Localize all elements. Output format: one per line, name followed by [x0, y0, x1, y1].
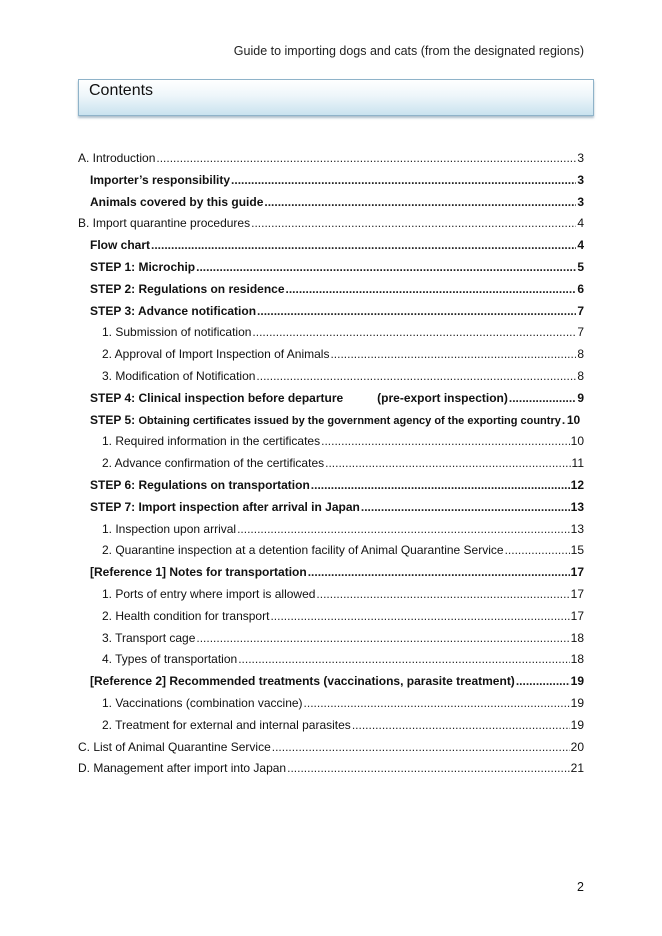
toc-leader-dots [196, 628, 569, 650]
toc-entry-label: 1. Submission of notification [102, 325, 252, 340]
toc-entry-page: 3 [577, 151, 584, 165]
toc-entry-label-main: STEP 4: Clinical inspection before departure [90, 390, 344, 405]
toc-entry-page: 9 [577, 390, 584, 405]
toc-entry-page: 3 [577, 194, 584, 209]
toc-entry-page: 17 [570, 608, 584, 623]
toc-leader-dots [321, 431, 570, 453]
toc-entry-types-of-transportation[interactable] [78, 649, 584, 671]
toc-leader-dots [270, 606, 569, 628]
toc-leader-dots [238, 649, 569, 671]
toc-entry-label: Flow chart [90, 238, 151, 253]
toc-entry-label: STEP 1: Microchip [90, 259, 196, 274]
toc-entry-animals-covered[interactable] [78, 192, 584, 214]
toc-entry-label: 2. Advance confirmation of the certificates [102, 456, 325, 471]
toc-entry-label: Importer’s responsibility [90, 172, 231, 187]
toc-leader-dots [151, 235, 576, 257]
toc-leader-dots [516, 671, 570, 693]
toc-entry-label: C. List of Animal Quarantine Service [78, 739, 271, 754]
toc-entry-label: [Reference 2] Recommended treatments (vaccinations, parasite treatment) [90, 674, 515, 689]
toc-leader-dots [361, 497, 570, 519]
toc-entry-label: A. Introduction [78, 151, 156, 165]
toc-entry-label: 1. Inspection upon arrival [102, 521, 237, 536]
toc-entry-page: 8 [577, 347, 584, 362]
toc-entry-page: 19 [570, 717, 584, 732]
toc-entry-approval-of-import-inspection[interactable] [78, 344, 584, 366]
toc-entry-page: 10 [566, 412, 581, 427]
toc-entry-label: Animals covered by this guide [90, 194, 264, 209]
toc-leader-dots [252, 322, 576, 344]
toc-entry-label: STEP 7: Import inspection after arrival in Japan [90, 499, 360, 514]
toc-entry-page: 15 [570, 543, 584, 558]
toc-entry-page: 13 [570, 521, 584, 536]
table-of-contents [78, 148, 584, 780]
toc-entry-label: STEP 3: Advance notification [90, 303, 257, 318]
toc-entry-step-5[interactable] [78, 410, 584, 432]
toc-entry-label: 1. Required information in the certificates [102, 434, 321, 449]
toc-entry-advance-confirmation[interactable] [78, 453, 584, 475]
toc-entry-page: 7 [577, 303, 584, 318]
toc-entry-quarantine-inspection[interactable] [78, 540, 584, 562]
toc-entry-page: 17 [570, 586, 584, 601]
toc-leader-dots [325, 453, 570, 475]
toc-entry-introduction[interactable] [78, 148, 584, 170]
toc-leader-dots [308, 562, 570, 584]
toc-entry-label: B. Import quarantine procedures [78, 216, 251, 231]
toc-entry-page: 13 [570, 499, 584, 514]
toc-entry-flow-chart[interactable] [78, 235, 584, 257]
toc-entry-vaccinations[interactable] [78, 693, 584, 715]
toc-entry-page: 19 [570, 674, 584, 689]
toc-leader-dots [330, 344, 576, 366]
toc-entry-page: 8 [577, 368, 584, 383]
toc-leader-dots [156, 148, 576, 170]
toc-entry-label [90, 410, 561, 433]
toc-leader-dots [304, 693, 570, 715]
toc-entry-step-4[interactable] [78, 388, 584, 410]
toc-entry-page: 3 [577, 172, 584, 187]
toc-entry-label: STEP 6: Regulations on transportation [90, 477, 310, 492]
toc-entry-page: 18 [570, 630, 584, 645]
toc-entry-label: D. Management after import into Japan [78, 761, 287, 776]
toc-leader-dots [251, 213, 576, 235]
toc-entry-required-information[interactable] [78, 431, 584, 453]
toc-entry-label: 3. Transport cage [102, 630, 196, 645]
toc-entry-modification-of-notification[interactable] [78, 366, 584, 388]
toc-entry-submission-of-notification[interactable] [78, 322, 584, 344]
toc-leader-dots [231, 170, 576, 192]
toc-entry-step-2[interactable] [78, 279, 584, 301]
toc-entry-label [90, 388, 508, 410]
toc-entry-health-condition[interactable] [78, 606, 584, 628]
toc-leader-dots [256, 366, 576, 388]
toc-entry-page: 17 [570, 565, 584, 580]
toc-leader-dots [264, 192, 576, 214]
toc-entry-page: 11 [571, 456, 584, 471]
toc-leader-dots [257, 301, 576, 323]
toc-leader-dots [286, 279, 577, 301]
toc-entry-page: 5 [577, 259, 584, 274]
toc-entry-page: 4 [577, 238, 584, 253]
contents-heading: Contents [89, 82, 154, 99]
toc-entry-label: 1. Vaccinations (combination vaccine) [102, 695, 303, 710]
toc-entry-page: 20 [570, 739, 584, 754]
document-header: Guide to importing dogs and cats (from the designated regions) [233, 44, 584, 58]
toc-leader-dots [352, 715, 570, 737]
toc-entry-management-after-import[interactable] [78, 758, 584, 780]
toc-entry-label: 2. Quarantine inspection at a detention facility of Animal Quarantine Service [102, 543, 504, 558]
toc-entry-page: 6 [577, 281, 584, 296]
toc-leader-dots [316, 584, 569, 606]
toc-entry-page: 10 [570, 434, 584, 449]
toc-entry-label: 4. Types of transportation [102, 652, 238, 667]
toc-entry-page: 12 [570, 477, 584, 492]
toc-entry-label: 2. Health condition for transport [102, 608, 270, 623]
toc-leader-dots [505, 540, 570, 562]
toc-entry-label: 2. Treatment for external and internal parasites [102, 717, 351, 732]
toc-entry-import-quarantine[interactable] [78, 213, 584, 235]
toc-entry-transport-cage[interactable] [78, 628, 584, 650]
toc-entry-label: 1. Ports of entry where import is allowed [102, 586, 316, 601]
toc-entry-step-6[interactable] [78, 475, 584, 497]
toc-entry-ports-of-entry[interactable] [78, 584, 584, 606]
toc-leader-dots [509, 388, 576, 410]
toc-entry-step-7[interactable] [78, 497, 584, 519]
toc-entry-step-1[interactable] [78, 257, 584, 279]
page-number: 2 [577, 880, 584, 894]
toc-leader-dots [287, 758, 570, 780]
toc-entry-reference-2[interactable] [78, 671, 584, 693]
toc-entry-importers-responsibility[interactable] [78, 170, 584, 192]
toc-entry-label: [Reference 1] Notes for transportation [90, 565, 307, 580]
toc-entry-page: 19 [570, 695, 584, 710]
contents-heading-box [78, 79, 594, 116]
toc-entry-step-3[interactable] [78, 301, 584, 323]
toc-leader-dots [562, 410, 566, 432]
toc-entry-label-sub: Obtaining certificates issued by the government agency of the exporting country [138, 414, 561, 427]
toc-entry-label: 3. Modification of Notification [102, 368, 256, 383]
toc-entry-reference-1[interactable] [78, 562, 584, 584]
toc-entry-label: 2. Approval of Import Inspection of Animals [102, 347, 330, 362]
toc-entry-page: 4 [577, 216, 584, 231]
toc-leader-dots [237, 519, 570, 541]
toc-entry-label: STEP 2: Regulations on residence [90, 281, 285, 296]
toc-entry-list-of-aqs[interactable] [78, 737, 584, 759]
toc-leader-dots [311, 475, 570, 497]
toc-entry-label-main: STEP 5: [90, 412, 136, 427]
toc-leader-dots [272, 737, 570, 759]
toc-entry-label-sub: (pre-export inspection) [377, 390, 508, 405]
toc-entry-page: 7 [577, 325, 584, 340]
toc-entry-inspection-upon-arrival[interactable] [78, 519, 584, 541]
toc-entry-parasite-treatment[interactable] [78, 715, 584, 737]
toc-entry-page: 18 [570, 652, 584, 667]
toc-leader-dots [196, 257, 576, 279]
toc-entry-page: 21 [570, 761, 584, 776]
